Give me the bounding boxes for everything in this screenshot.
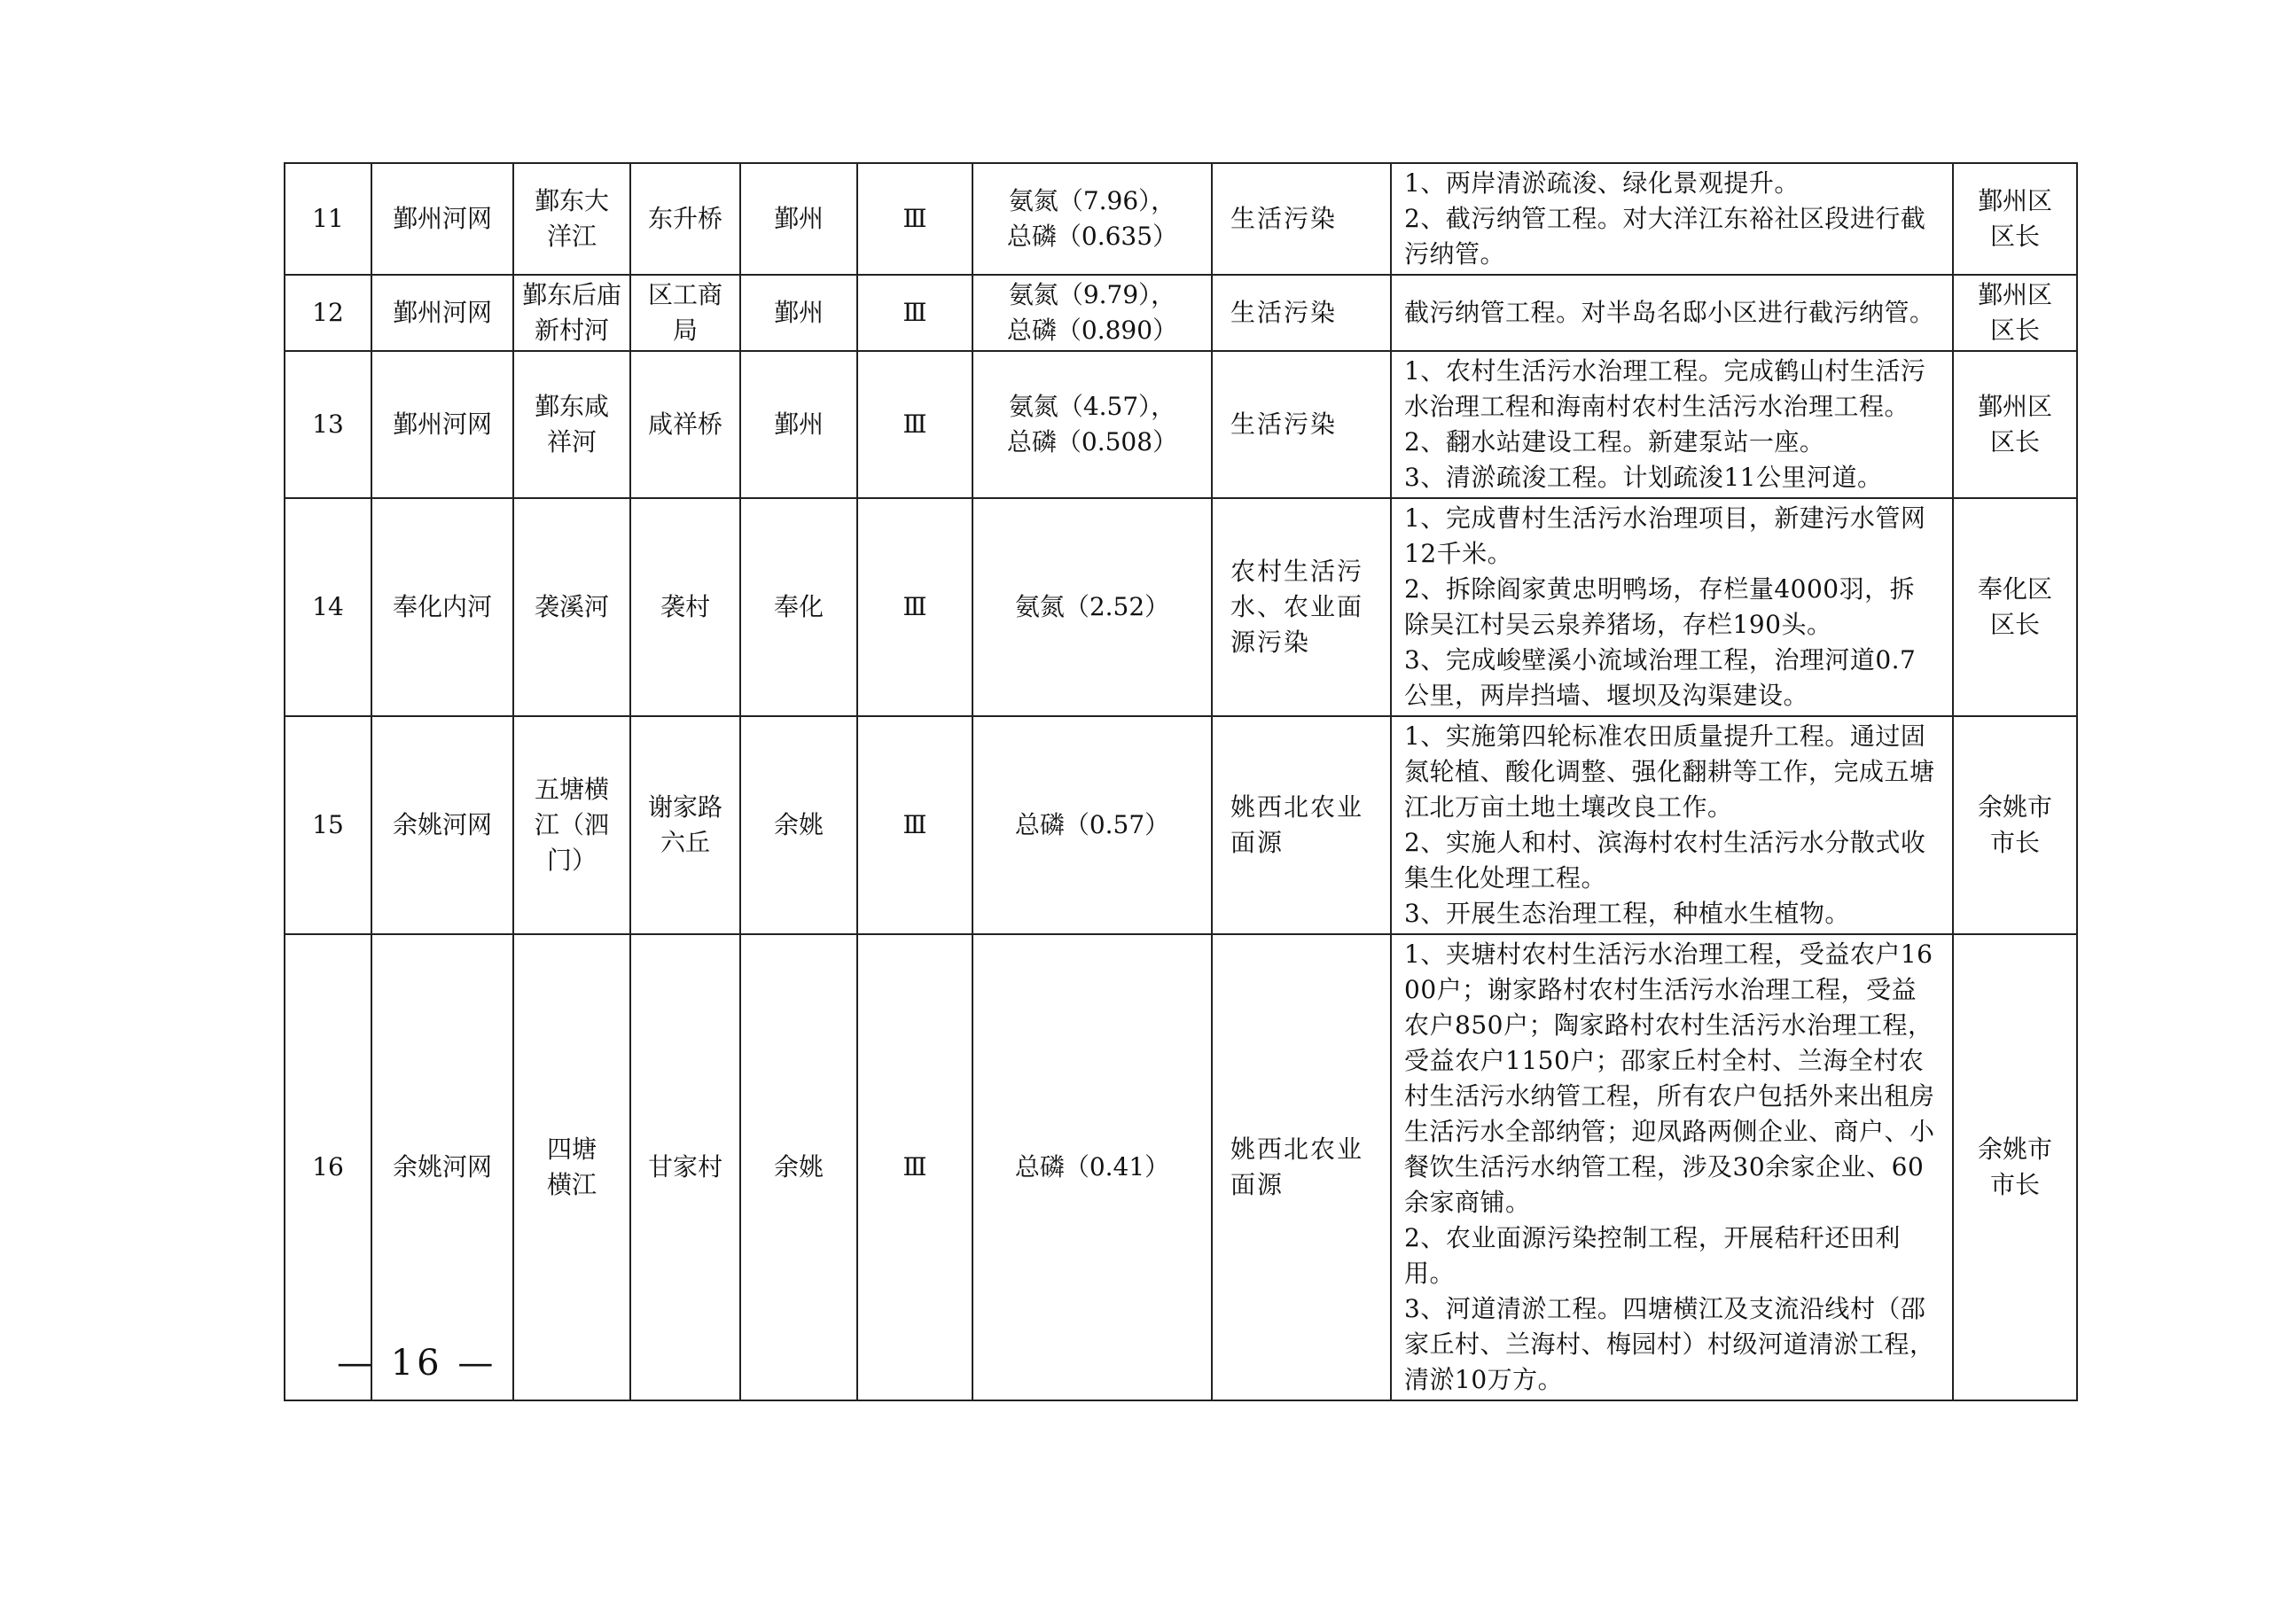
monitoring-section: 袭村 xyxy=(630,498,740,716)
row-number: 14 xyxy=(285,498,371,716)
area: 余姚 xyxy=(740,934,857,1400)
pollution-source: 生活污染 xyxy=(1212,351,1391,498)
responsible-leader: 奉化区 区长 xyxy=(1953,498,2077,716)
exceeding-pollutant: 氨氮（7.96）， 总磷（0.635） xyxy=(972,163,1212,275)
row-number: 16 xyxy=(285,934,371,1400)
responsible-leader: 余姚市 市长 xyxy=(1953,934,2077,1400)
row-number: 15 xyxy=(285,716,371,934)
exceeding-pollutant: 总磷（0.57） xyxy=(972,716,1212,934)
target-grade: Ⅲ xyxy=(857,275,972,351)
table-row xyxy=(285,498,2077,716)
target-grade: Ⅲ xyxy=(857,351,972,498)
river-network: 鄞州河网 xyxy=(371,351,513,498)
responsible-leader: 鄞州区 区长 xyxy=(1953,351,2077,498)
pollution-source: 姚西北农业 面源 xyxy=(1212,934,1391,1400)
table-row xyxy=(285,934,2077,1400)
river-name: 四塘 横江 xyxy=(513,934,630,1400)
remediation-measures: 截污纳管工程。对半岛名邸小区进行截污纳管。 xyxy=(1391,275,1953,351)
river-name: 袭溪河 xyxy=(513,498,630,716)
exceeding-pollutant: 氨氮（9.79）， 总磷（0.890） xyxy=(972,275,1212,351)
river-network: 鄞州河网 xyxy=(371,275,513,351)
area: 鄞州 xyxy=(740,351,857,498)
row-number: 13 xyxy=(285,351,371,498)
area: 余姚 xyxy=(740,716,857,934)
target-grade: Ⅲ xyxy=(857,934,972,1400)
remediation-measures: 1、两岸清淤疏浚、绿化景观提升。 2、截污纳管工程。对大洋江东裕社区段进行截污纳管。 xyxy=(1391,163,1953,275)
exceeding-pollutant: 氨氮（4.57）， 总磷（0.508） xyxy=(972,351,1212,498)
area: 奉化 xyxy=(740,498,857,716)
remediation-measures: 1、农村生活污水治理工程。完成鹤山村生活污水治理工程和海南村农村生活污水治理工程。 2、翻水站建设工程。新建泵站一座。 3、清淤疏浚工程。计划疏浚11公里河道。 xyxy=(1391,351,1953,498)
table-row xyxy=(285,351,2077,498)
pollution-source: 姚西北农业 面源 xyxy=(1212,716,1391,934)
row-number: 12 xyxy=(285,275,371,351)
table-row xyxy=(285,716,2077,934)
river-network: 余姚河网 xyxy=(371,934,513,1400)
river-remediation-table xyxy=(284,162,2078,1401)
target-grade: Ⅲ xyxy=(857,716,972,934)
river-name: 五塘横 江（泗 门） xyxy=(513,716,630,934)
table-body xyxy=(285,163,2077,1400)
row-number: 11 xyxy=(285,163,371,275)
remediation-measures: 1、实施第四轮标准农田质量提升工程。通过固氮轮植、酸化调整、强化翻耕等工作，完成五塘江北万亩土地土壤改良工作。 2、实施人和村、滨海村农村生活污水分散式收集生化处理工程。 3、开展生态治理工程，种植水生植物。 xyxy=(1391,716,1953,934)
area: 鄞州 xyxy=(740,163,857,275)
monitoring-section: 东升桥 xyxy=(630,163,740,275)
pollution-source: 生活污染 xyxy=(1212,275,1391,351)
page-number: — 16 — xyxy=(337,1343,497,1384)
monitoring-section: 甘家村 xyxy=(630,934,740,1400)
target-grade: Ⅲ xyxy=(857,498,972,716)
river-name: 鄞东咸 祥河 xyxy=(513,351,630,498)
table-row xyxy=(285,275,2077,351)
remediation-measures: 1、夹塘村农村生活污水治理工程，受益农户1600户；谢家路村农村生活污水治理工程，受益农户850户；陶家路村农村生活污水治理工程，受益农户1150户；邵家丘村全村、兰海全村农村生活污水纳管工程，所有农户包括外来出租房生活污水全部纳管；迎凤路两侧企业、商户、小餐饮生活污水纳管工程，涉及30余家企业、60余家商铺。 2、农业面源污染控制工程，开展秸秆还田利用。 3、河道清淤工程。四塘横江及支流沿线村（邵家丘村、兰海村、梅园村）村级河道清淤工程，清淤10万方。 xyxy=(1391,934,1953,1400)
responsible-leader: 鄞州区 区长 xyxy=(1953,163,2077,275)
table-row xyxy=(285,163,2077,275)
responsible-leader: 余姚市 市长 xyxy=(1953,716,2077,934)
river-network: 奉化内河 xyxy=(371,498,513,716)
responsible-leader: 鄞州区 区长 xyxy=(1953,275,2077,351)
pollution-source: 农村生活污 水、农业面 源污染 xyxy=(1212,498,1391,716)
river-network: 余姚河网 xyxy=(371,716,513,934)
target-grade: Ⅲ xyxy=(857,163,972,275)
river-network: 鄞州河网 xyxy=(371,163,513,275)
area: 鄞州 xyxy=(740,275,857,351)
remediation-measures: 1、完成曹村生活污水治理项目，新建污水管网12千米。 2、拆除阎家黄忠明鸭场，存栏量4000羽，拆除吴江村吴云泉养猪场，存栏190头。 3、完成峻壁溪小流域治理工程，治理河道0.7公里，两岸挡墙、堰坝及沟渠建设。 xyxy=(1391,498,1953,716)
exceeding-pollutant: 总磷（0.41） xyxy=(972,934,1212,1400)
monitoring-section: 谢家路 六丘 xyxy=(630,716,740,934)
pollution-source: 生活污染 xyxy=(1212,163,1391,275)
monitoring-section: 区工商 局 xyxy=(630,275,740,351)
river-name: 鄞东大 洋江 xyxy=(513,163,630,275)
monitoring-section: 咸祥桥 xyxy=(630,351,740,498)
river-name: 鄞东后庙 新村河 xyxy=(513,275,630,351)
exceeding-pollutant: 氨氮（2.52） xyxy=(972,498,1212,716)
